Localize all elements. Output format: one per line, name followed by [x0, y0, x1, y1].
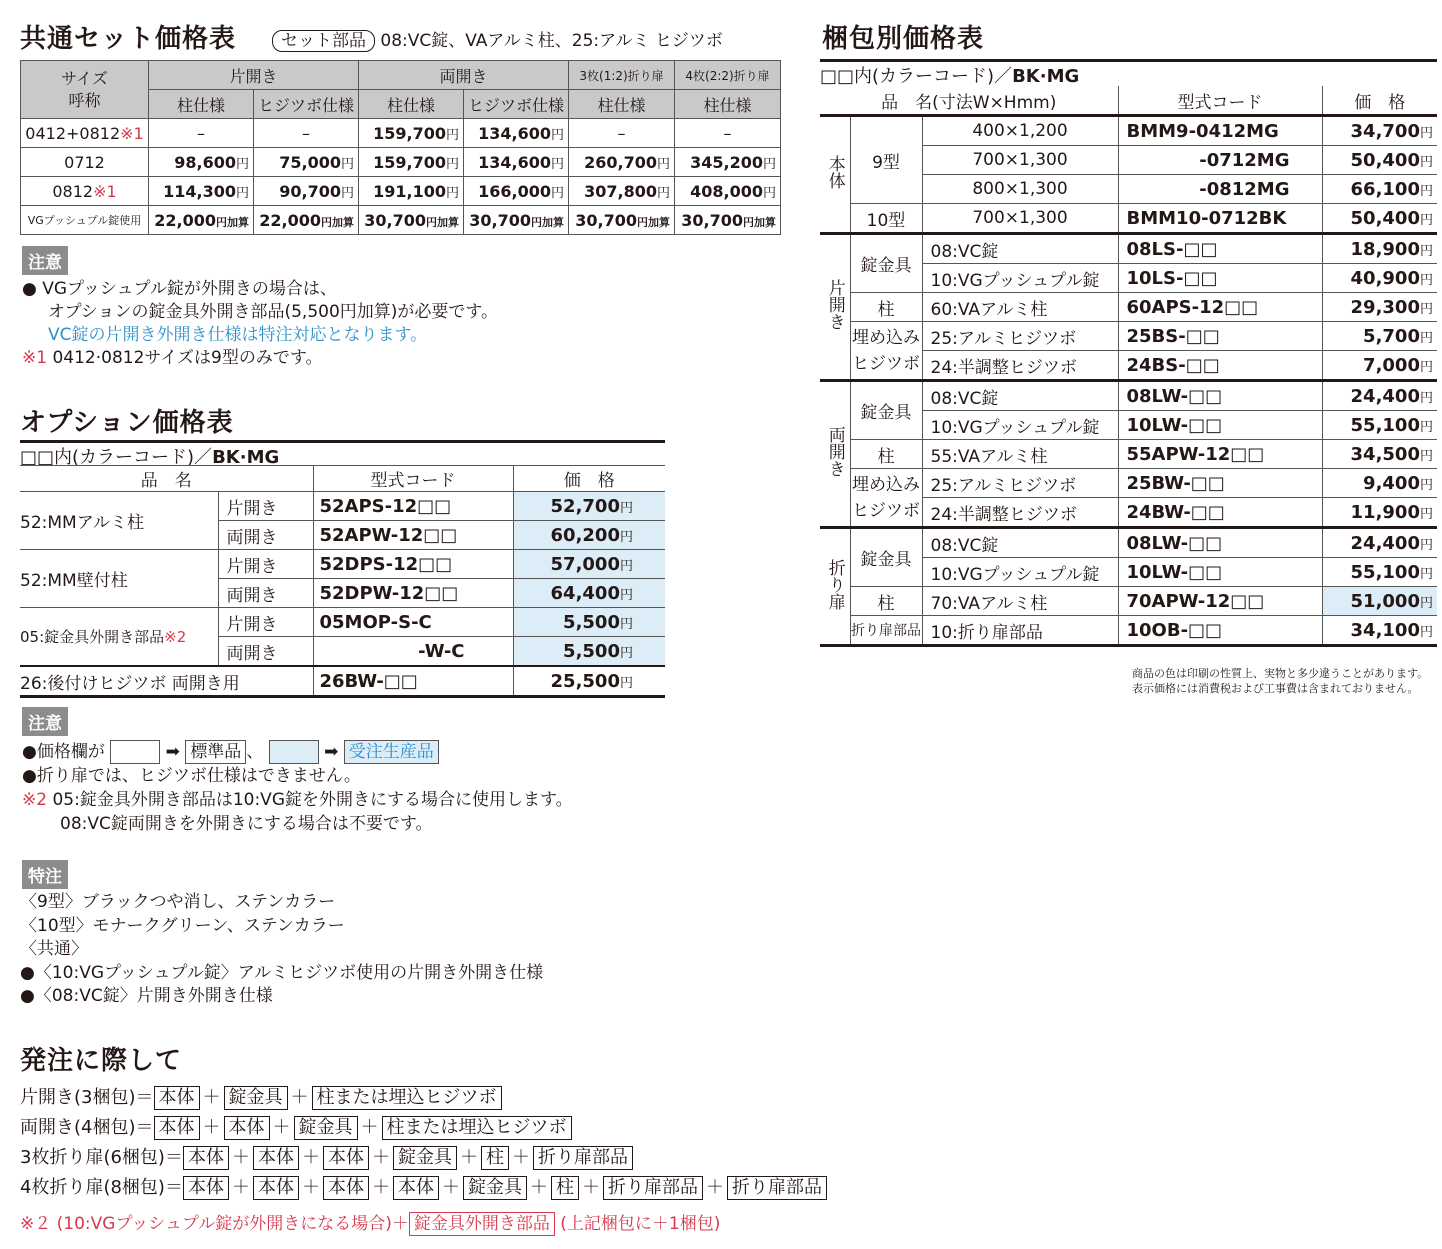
package-price: 34,700円: [1322, 116, 1437, 146]
order-line-label: 片開き(3梱包)＝: [20, 1087, 154, 1108]
option-color-code: □□内(カラーコード)／BK·MG: [20, 440, 665, 469]
plus-sign: ＋: [529, 1177, 548, 1198]
option-h-code: 型式コード: [313, 466, 513, 492]
price-cell: 98,600円: [149, 148, 254, 177]
fold3-header: 3枚(1:2)折り扉: [569, 61, 675, 90]
order-item-box: 本体: [183, 1176, 229, 1200]
package-sub: 折り扉部品: [850, 616, 922, 646]
package-code: BMM10-0712BK: [1118, 204, 1322, 234]
package-name: 25:アルミヒジツボ: [922, 322, 1118, 351]
vg-c4: 30,700円加算: [464, 206, 569, 235]
note1-tag: 注意: [22, 246, 68, 275]
order-item-box: 本体: [323, 1176, 369, 1200]
price-cell: 159,700円: [359, 148, 464, 177]
package-price: 50,400円: [1322, 204, 1437, 234]
std-swatch: [110, 740, 160, 764]
set-parts-line: [272, 26, 723, 52]
package-name: 10:VGプッシュプル錠: [922, 558, 1118, 587]
price-cell: 191,100円: [359, 177, 464, 206]
order-item-box: 柱: [481, 1146, 509, 1170]
option-price: 5,500円: [513, 608, 665, 637]
order-line-label: 3枚折り扉(6梱包)＝: [20, 1147, 183, 1168]
price-cell: –: [149, 119, 254, 148]
package-name: 55:VAアルミ柱: [922, 440, 1118, 469]
std-label: 標準品: [185, 740, 246, 764]
order-item-box: 柱または埋込ヒジツボ: [382, 1116, 572, 1140]
note2-line3: ※2 05:錠金具外開き部品は10:VG錠を外開きにする場合に使用します。: [22, 790, 573, 810]
option-price: 52,700円: [513, 492, 665, 521]
set-parts-label: セット部品: [272, 30, 375, 52]
order-item-box: 錠金具: [393, 1146, 457, 1170]
package-title: 梱包別価格表: [822, 24, 985, 54]
option-sub: 片開き: [218, 492, 313, 521]
package-sub: 柱: [850, 587, 922, 616]
plus-sign: ＋: [360, 1117, 379, 1138]
option-sub: 両開き: [218, 579, 313, 608]
package-code: 25BS-□□: [1118, 322, 1322, 351]
vg-row: [21, 206, 781, 235]
note2-line4: 08:VC錠両開きを外開きにする場合は不要です。: [60, 814, 433, 834]
double-header: 両開き: [359, 61, 569, 90]
package-code: 08LW-□□: [1118, 381, 1322, 411]
note1-line4: ※1 0412·0812サイズは9型のみです。: [22, 348, 323, 368]
price-cell: 307,800円: [569, 177, 675, 206]
package-sub: 錠金具: [850, 381, 922, 440]
option-group-name: 05:錠金具外開き部品※2: [20, 608, 218, 667]
package-code: 55APW-12□□: [1118, 440, 1322, 469]
option-row: [20, 550, 665, 579]
special-tag: 特注: [22, 860, 68, 889]
option-table: [20, 465, 665, 698]
table-row: [21, 177, 781, 206]
order-line: [20, 1173, 827, 1203]
plus-sign: ＋: [371, 1147, 390, 1168]
price-cell: 114,300円: [149, 177, 254, 206]
package-type9: 9型: [850, 116, 922, 204]
order-line-label: 4枚折り扉(8梱包)＝: [20, 1177, 183, 1198]
package-code: 10LW-□□: [1118, 411, 1322, 440]
note2-legend: ●価格欄が ➡ 標準品 、 ➡ 受注生産品: [22, 740, 573, 764]
package-code: 10LS-□□: [1118, 264, 1322, 293]
arrow-icon: ➡: [165, 742, 180, 762]
package-sub: 埋め込み ヒジツボ: [850, 322, 922, 381]
note2-line2: ●折り扉では、ヒジツボ仕様はできません。: [22, 766, 361, 786]
order-item-box: 錠金具: [294, 1116, 358, 1140]
package-code: 60APS-12□□: [1118, 293, 1322, 322]
option-code: 52APS-12□□: [313, 492, 513, 521]
package-price: 9,400円: [1322, 469, 1437, 498]
package-row: [820, 322, 1437, 351]
option-code: -W-C: [313, 637, 513, 667]
plus-sign: ＋: [441, 1177, 460, 1198]
plus-sign: ＋: [371, 1177, 390, 1198]
package-name: 10:折り扉部品: [922, 616, 1118, 646]
package-sub: 柱: [850, 293, 922, 322]
option-price: 60,200円: [513, 521, 665, 550]
col-hinge: ヒジツボ仕様: [464, 90, 569, 119]
order-item-box: 本体: [253, 1146, 299, 1170]
package-name: 10:VGプッシュプル錠: [922, 411, 1118, 440]
package-price: 40,900円: [1322, 264, 1437, 293]
order-item-box: 本体: [323, 1146, 369, 1170]
package-name: 08:VC錠: [922, 234, 1118, 264]
package-code: 10OB-□□: [1118, 616, 1322, 646]
package-group-single: 片開き: [820, 234, 850, 381]
plus-sign: ＋: [705, 1177, 724, 1198]
order-item-box: 折り扉部品: [533, 1146, 633, 1170]
package-price: 66,100円: [1322, 175, 1437, 204]
package-group-double: 両開き: [820, 381, 850, 528]
package-row: [820, 381, 1437, 411]
package-code: 08LW-□□: [1118, 528, 1322, 558]
col-post: 柱仕様: [675, 90, 781, 119]
package-price: 55,100円: [1322, 411, 1437, 440]
package-row: [820, 204, 1437, 234]
package-h-price: 価 格: [1322, 86, 1437, 116]
price-cell: –: [675, 119, 781, 148]
note2: [22, 707, 68, 736]
option-code: 52DPS-12□□: [313, 550, 513, 579]
set-price-title: 共通セット価格表: [20, 24, 237, 54]
package-sub: 錠金具: [850, 234, 922, 293]
order-item-box: 錠金具: [463, 1176, 527, 1200]
size-cell: 0412+0812※1: [21, 119, 149, 148]
special-line: ●〈08:VC錠〉片開き外開き仕様: [20, 986, 273, 1006]
order-line-label: 両開き(4梱包)＝: [20, 1117, 154, 1138]
plus-sign: ＋: [290, 1087, 309, 1108]
price-cell: 75,000円: [254, 148, 359, 177]
package-sub: 柱: [850, 440, 922, 469]
order-line: [20, 1143, 827, 1173]
package-table: [820, 86, 1437, 647]
option-code: 52DPW-12□□: [313, 579, 513, 608]
single-header: 片開き: [149, 61, 359, 90]
plus-sign: ＋: [272, 1117, 291, 1138]
option-group-name: 52:MMアルミ柱: [20, 492, 218, 550]
order-line: [20, 1083, 827, 1113]
option-last-name: 26:後付けヒジツボ 両開き用: [20, 666, 313, 697]
order-swatch: [269, 740, 319, 764]
package-name: 08:VC錠: [922, 381, 1118, 411]
order-item-box: 柱: [551, 1176, 579, 1200]
package-size: 700×1,300: [922, 204, 1118, 234]
special-line: 〈共通〉: [20, 939, 88, 959]
option-sub: 片開き: [218, 550, 313, 579]
package-code: 24BW-□□: [1118, 498, 1322, 528]
option-title: オプション価格表: [20, 408, 234, 438]
package-code: -0812MG: [1118, 175, 1322, 204]
footnote-line2: 表示価格には消費税および工事費は含まれておりません。: [1132, 682, 1419, 695]
fold4-header: 4枚(2:2)折り扉: [675, 61, 781, 90]
option-sub: 両開き: [218, 637, 313, 667]
vg-c2: 22,000円加算: [254, 206, 359, 235]
package-name: 25:アルミヒジツボ: [922, 469, 1118, 498]
option-code: 05MOP-S-C: [313, 608, 513, 637]
package-row: [820, 116, 1437, 146]
option-sub: 片開き: [218, 608, 313, 637]
package-price: 34,500円: [1322, 440, 1437, 469]
package-code: 08LS-□□: [1118, 234, 1322, 264]
note2-body: [22, 740, 573, 836]
special: [22, 860, 68, 889]
package-price: 24,400円: [1322, 381, 1437, 411]
order-item-box: 本体: [253, 1176, 299, 1200]
package-price: 11,900円: [1322, 498, 1437, 528]
package-row: [820, 587, 1437, 616]
plus-sign: ＋: [301, 1177, 320, 1198]
order-note-box: 錠金具外開き部品: [409, 1212, 555, 1236]
order-item-box: 本体: [183, 1146, 229, 1170]
package-name: 24:半調整ヒジツボ: [922, 351, 1118, 381]
package-h-name: 品 名(寸法W×Hmm): [820, 86, 1118, 116]
size-cell: 0812※1: [21, 177, 149, 206]
price-cell: 166,000円: [464, 177, 569, 206]
plus-sign: ＋: [301, 1147, 320, 1168]
option-last-price: 25,500円: [513, 666, 665, 697]
vg-c3: 30,700円加算: [359, 206, 464, 235]
option-price: 5,500円: [513, 637, 665, 667]
package-price: 18,900円: [1322, 234, 1437, 264]
option-code: 52APW-12□□: [313, 521, 513, 550]
package-name: 10:VGプッシュプル錠: [922, 264, 1118, 293]
order-item-box: 折り扉部品: [603, 1176, 703, 1200]
package-row: [820, 293, 1437, 322]
price-cell: 260,700円: [569, 148, 675, 177]
set-parts-text: 08:VC錠、VAアルミ柱、25:アルミ ヒジツボ: [380, 31, 723, 51]
option-last-code: 26BW-□□: [313, 666, 513, 697]
note2-tag: 注意: [22, 707, 68, 736]
package-sub: 錠金具: [850, 528, 922, 587]
package-color-code: □□内(カラーコード)／BK·MG: [820, 59, 1437, 88]
package-row: [820, 616, 1437, 646]
footnote-line1: 商品の色は印刷の性質上、実物と多少違うことがあります。: [1132, 667, 1429, 680]
order-item-box: 本体: [154, 1086, 200, 1110]
special-body: [20, 891, 543, 1009]
package-code: 25BW-□□: [1118, 469, 1322, 498]
special-line: 〈10型〉モナークグリーン、ステンカラー: [20, 915, 345, 936]
set-price-table: [20, 60, 781, 235]
package-price: 5,700円: [1322, 322, 1437, 351]
special-line: 〈9型〉ブラックつや消し、ステンカラー: [20, 892, 336, 912]
package-code: BMM9-0412MG: [1118, 116, 1322, 146]
size-cell: 0712: [21, 148, 149, 177]
price-cell: 90,700円: [254, 177, 359, 206]
order-item-box: 折り扉部品: [727, 1176, 827, 1200]
vg-row-label: VGプッシュプル錠使用: [21, 206, 149, 235]
option-row: [20, 608, 665, 637]
package-group-fold: 折り扉: [820, 528, 850, 646]
option-row: [20, 492, 665, 521]
plus-sign: ＋: [231, 1147, 250, 1168]
price-cell: 345,200円: [675, 148, 781, 177]
package-code: 10LW-□□: [1118, 558, 1322, 587]
package-size: 700×1,300: [922, 146, 1118, 175]
vg-c1: 22,000円加算: [149, 206, 254, 235]
order-item-box: 本体: [224, 1116, 270, 1140]
package-price: 7,000円: [1322, 351, 1437, 381]
price-cell: 408,000円: [675, 177, 781, 206]
price-cell: –: [569, 119, 675, 148]
note1-line3: VC錠の片開き外開き仕様は特注対応となります。: [48, 325, 428, 345]
package-price: 24,400円: [1322, 528, 1437, 558]
package-code: -0712MG: [1118, 146, 1322, 175]
package-name: 60:VAアルミ柱: [922, 293, 1118, 322]
package-size: 800×1,300: [922, 175, 1118, 204]
plus-sign: ＋: [202, 1087, 221, 1108]
package-row: [820, 234, 1437, 264]
col-post: 柱仕様: [359, 90, 464, 119]
package-name: 08:VC錠: [922, 528, 1118, 558]
package-price: 55,100円: [1322, 558, 1437, 587]
plus-sign: ＋: [202, 1117, 221, 1138]
price-cell: –: [254, 119, 359, 148]
option-sub: 両開き: [218, 521, 313, 550]
package-row: [820, 469, 1437, 498]
option-row-last: [20, 666, 665, 697]
vg-c5: 30,700円加算: [569, 206, 675, 235]
table-row: [21, 119, 781, 148]
plus-sign: ＋: [581, 1177, 600, 1198]
note1: [22, 246, 68, 275]
plus-sign: ＋: [231, 1177, 250, 1198]
package-price: 51,000円: [1322, 587, 1437, 616]
package-price: 50,400円: [1322, 146, 1437, 175]
package-size: 400×1,200: [922, 116, 1118, 146]
package-code: 70APW-12□□: [1118, 587, 1322, 616]
arrow-icon: ➡: [324, 742, 339, 762]
package-row: [820, 528, 1437, 558]
package-code: 24BS-□□: [1118, 351, 1322, 381]
order-lines: [20, 1083, 827, 1203]
vg-c6: 30,700円加算: [675, 206, 781, 235]
order-title: 発注に際して: [20, 1046, 183, 1076]
package-name: 24:半調整ヒジツボ: [922, 498, 1118, 528]
order-item-box: 本体: [154, 1116, 200, 1140]
package-group-body: 本体: [820, 116, 850, 234]
package-name: 70:VAアルミ柱: [922, 587, 1118, 616]
col-hinge: ヒジツボ仕様: [254, 90, 359, 119]
order-note: ※２ (10:VGプッシュプル錠が外開きになる場合)＋ 錠金具外開き部品 (上記梱包に＋1梱包): [20, 1214, 721, 1234]
order-item-box: 柱または埋込ヒジツボ: [312, 1086, 502, 1110]
package-price: 34,100円: [1322, 616, 1437, 646]
package-price: 29,300円: [1322, 293, 1437, 322]
package-type10: 10型: [850, 204, 922, 234]
package-header-row: [820, 86, 1437, 116]
order-item-box: 本体: [393, 1176, 439, 1200]
price-cell: 159,700円: [359, 119, 464, 148]
plus-sign: ＋: [459, 1147, 478, 1168]
package-sub: 埋め込み ヒジツボ: [850, 469, 922, 528]
col-post: 柱仕様: [149, 90, 254, 119]
note1-line2: オプションの錠金具外開き部品(5,500円加算)が必要です。: [48, 302, 499, 322]
price-cell: 134,600円: [464, 148, 569, 177]
note1-body: [22, 278, 498, 370]
size-header: サイズ 呼称: [21, 61, 149, 119]
note1-line1: ● VGプッシュプル錠が外開きの場合は、: [22, 279, 337, 299]
special-line: ●〈10:VGプッシュプル錠〉アルミヒジツボ使用の片開き外開き仕様: [20, 962, 544, 983]
option-h-price: 価 格: [513, 466, 665, 492]
option-price: 57,000円: [513, 550, 665, 579]
table-row: [21, 148, 781, 177]
option-group-name: 52:MM壁付柱: [20, 550, 218, 608]
col-post: 柱仕様: [569, 90, 675, 119]
order-item-box: 錠金具: [224, 1086, 288, 1110]
option-price: 64,400円: [513, 579, 665, 608]
order-label: 受注生産品: [344, 740, 439, 764]
package-footnote: [1132, 666, 1428, 696]
package-h-code: 型式コード: [1118, 86, 1322, 116]
option-h-name: 品 名: [20, 466, 313, 492]
order-line: [20, 1113, 827, 1143]
plus-sign: ＋: [511, 1147, 530, 1168]
package-row: [820, 440, 1437, 469]
price-cell: 134,600円: [464, 119, 569, 148]
